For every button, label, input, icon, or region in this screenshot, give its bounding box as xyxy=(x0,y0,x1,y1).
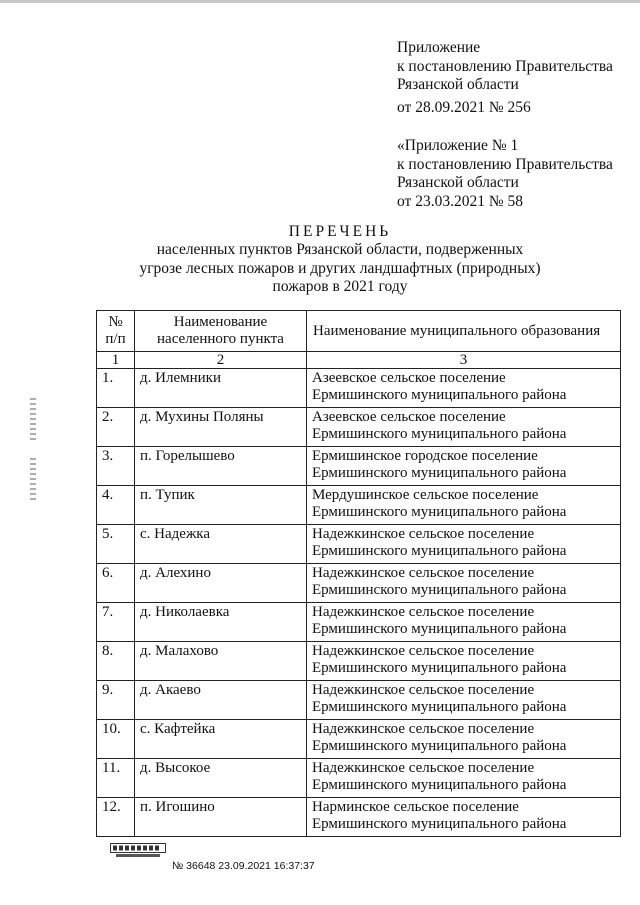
settlement-name: д. Мухины Поляны xyxy=(135,408,307,447)
row-number: 4. xyxy=(97,486,135,525)
row-number: 11. xyxy=(97,759,135,798)
appendix-line: от 23.03.2021 № 58 xyxy=(397,192,523,210)
table-body xyxy=(97,369,621,837)
municipality-line: Надежкинское сельское поселение xyxy=(312,682,535,698)
appendix-line: Приложение xyxy=(397,39,481,56)
scan-edge-line xyxy=(0,0,640,3)
table-row xyxy=(97,408,621,447)
row-number: 2. xyxy=(97,408,135,447)
municipality-line: Ермишинского муниципального района xyxy=(312,582,567,598)
row-number: 12. xyxy=(97,798,135,837)
municipality-line: Ермишинского муниципального района xyxy=(312,660,567,676)
row-number: 3. xyxy=(97,447,135,486)
municipality-name xyxy=(307,447,621,486)
municipality-name xyxy=(307,603,621,642)
table-row xyxy=(97,720,621,759)
table-row xyxy=(97,486,621,525)
appendix-block-current xyxy=(397,39,613,117)
row-number: 6. xyxy=(97,564,135,603)
column-number: 2 xyxy=(135,352,307,369)
column-number: 1 xyxy=(97,352,135,369)
municipality-line: Ермишинское городское поселение xyxy=(312,448,538,464)
subtitle-line: пожаров в 2021 году xyxy=(272,278,408,295)
municipality-name xyxy=(307,798,621,837)
municipality-line: Надежкинское сельское поселение xyxy=(312,565,535,581)
table-row xyxy=(97,642,621,681)
municipality-line: Ермишинского муниципального района xyxy=(312,543,567,559)
municipality-name xyxy=(307,759,621,798)
row-number: 8. xyxy=(97,642,135,681)
municipality-name xyxy=(307,486,621,525)
appendix-line: к постановлению Правительства xyxy=(397,155,613,173)
settlement-name: д. Алехино xyxy=(135,564,307,603)
appendix-line: от 28.09.2021 № 256 xyxy=(397,98,531,116)
document-subtitle xyxy=(130,241,550,297)
header-line: населенного пункта xyxy=(157,331,284,347)
municipality-line: Азеевское сельское поселение xyxy=(312,409,506,425)
municipality-line: Ермишинского муниципального района xyxy=(312,738,567,754)
table-header-row xyxy=(97,311,621,352)
registration-footer: № 36648 23.09.2021 16:37:37 xyxy=(172,860,315,872)
settlement-name: п. Игошино xyxy=(135,798,307,837)
appendix-line: Рязанской области xyxy=(397,76,519,93)
municipality-line: Ермишинского муниципального района xyxy=(312,426,567,442)
column-number: 3 xyxy=(307,352,621,369)
row-number: 9. xyxy=(97,681,135,720)
registration-stamp-icon xyxy=(110,843,166,859)
settlement-name: с. Надежка xyxy=(135,525,307,564)
table-row xyxy=(97,798,621,837)
subtitle-line: угрозе лесных пожаров и других ландшафтных (природных) xyxy=(139,259,541,277)
settlement-name: п. Горелышево xyxy=(135,447,307,486)
subtitle-line: населенных пунктов Рязанской области, подверженных xyxy=(156,241,524,258)
header-line: № xyxy=(108,314,123,330)
row-number: 7. xyxy=(97,603,135,642)
municipality-line: Ермишинского муниципального района xyxy=(312,816,567,832)
appendix-line: Рязанской области xyxy=(397,174,519,191)
settlement-name: п. Тупик xyxy=(135,486,307,525)
municipality-line: Надежкинское сельское поселение xyxy=(312,526,535,542)
appendix-line: к постановлению Правительства xyxy=(397,57,613,75)
appendix-line: «Приложение № 1 xyxy=(397,137,519,154)
municipality-name xyxy=(307,408,621,447)
municipality-line: Нарминское сельское поселение xyxy=(312,799,519,815)
municipality-name xyxy=(307,564,621,603)
table-row xyxy=(97,447,621,486)
settlement-name: д. Малахово xyxy=(135,642,307,681)
table-row xyxy=(97,564,621,603)
settlement-name: с. Кафтейка xyxy=(135,720,307,759)
row-number: 5. xyxy=(97,525,135,564)
header-line: п/п xyxy=(105,331,126,347)
appendix-block-original xyxy=(397,137,613,211)
municipality-name xyxy=(307,369,621,408)
municipality-line: Ермишинского муниципального района xyxy=(312,387,567,403)
settlement-name: д. Высокое xyxy=(135,759,307,798)
municipality-line: Ермишинского муниципального района xyxy=(312,777,567,793)
scan-margin-mark xyxy=(30,458,36,500)
municipality-name xyxy=(307,525,621,564)
settlements-table xyxy=(96,310,621,837)
municipality-line: Надежкинское сельское поселение xyxy=(312,604,535,620)
table-row xyxy=(97,525,621,564)
municipality-line: Азеевское сельское поселение xyxy=(312,370,506,386)
settlement-name: д. Илемники xyxy=(135,369,307,408)
row-number: 10. xyxy=(97,720,135,759)
header-line: Наименование xyxy=(173,314,268,330)
municipality-line: Ермишинского муниципального района xyxy=(312,699,567,715)
municipality-line: Ермишинского муниципального района xyxy=(312,465,567,481)
municipality-line: Надежкинское сельское поселение xyxy=(312,643,535,659)
municipality-name xyxy=(307,681,621,720)
header-number xyxy=(97,311,135,352)
header-municipality: Наименование муниципального образования xyxy=(307,311,621,352)
scan-margin-mark xyxy=(30,398,36,440)
municipality-line: Надежкинское сельское поселение xyxy=(312,760,535,776)
municipality-line: Ермишинского муниципального района xyxy=(312,504,567,520)
table-row xyxy=(97,759,621,798)
settlement-name: д. Николаевка xyxy=(135,603,307,642)
municipality-name xyxy=(307,642,621,681)
column-number-row xyxy=(97,352,621,369)
row-number: 1. xyxy=(97,369,135,408)
table-row xyxy=(97,369,621,408)
table-row xyxy=(97,681,621,720)
header-settlement xyxy=(135,311,307,352)
table-row xyxy=(97,603,621,642)
document-title: ПЕРЕЧЕНЬ xyxy=(288,223,392,240)
municipality-line: Ермишинского муниципального района xyxy=(312,621,567,637)
municipality-line: Мердушинское сельское поселение xyxy=(312,487,539,503)
municipality-line: Надежкинское сельское поселение xyxy=(312,721,535,737)
settlement-name: д. Акаево xyxy=(135,681,307,720)
municipality-name xyxy=(307,720,621,759)
